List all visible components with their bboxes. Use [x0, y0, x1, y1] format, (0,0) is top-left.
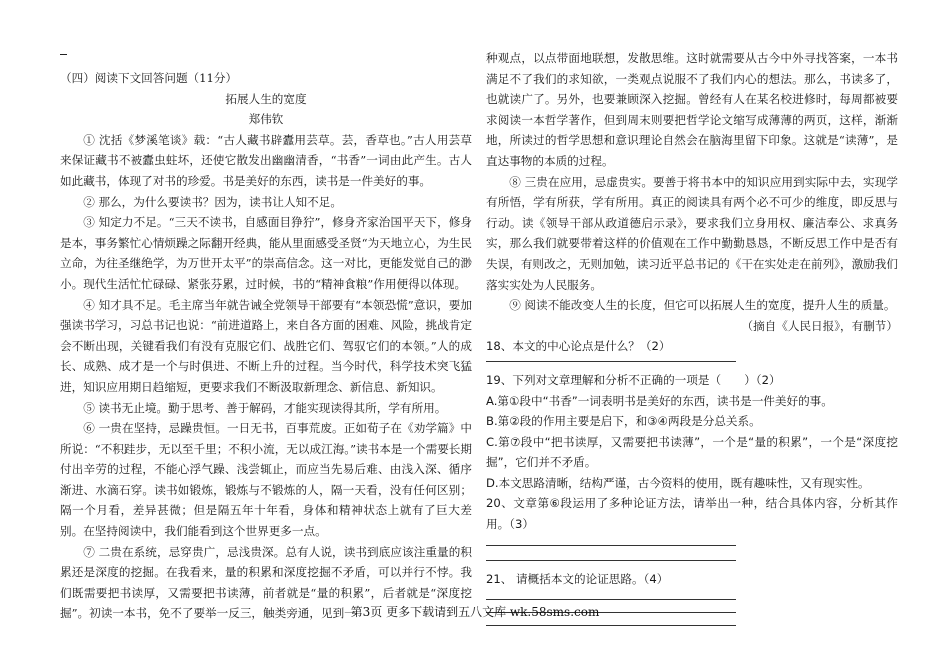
right-column — [486, 48, 898, 634]
paragraph-8: ⑧ 三贵在应用，忌虚贵实。要善于将书本中的知识应用到实际中去，实现学有所悟，学有所获，学有所用。真正的阅读具有两个必不可少的维度，即反思与行动。读《领导干部从政道德启示录》，要求我们立身用权、廉洁奉公、求真务实，那么我们就要带着这样的价值观在工作中勤勤恳恳，不断反思工作中是否有失误，有则改之，无则加勉，读习近平总书记的《干在实处走在前列》，激励我们落实实处为人民服务。 — [486, 174, 898, 292]
article-author: 郑伟钦 — [248, 112, 284, 127]
article-source: （摘自《人民日报》，有删节） — [741, 318, 898, 333]
question-19-option-d: D.本文思路清晰，结构严谨，古今资料的使用，既有趣味性，又有现实性。 — [486, 475, 870, 490]
answer-line-21a[interactable] — [486, 599, 736, 600]
paragraph-7-start: ⑦ 二贵在系统，忌穿贵广，忌浅贵深。总有人说，读书到底应该注重量的积累还是深度的挖掘。在我看来，量的积累和深度挖掘不矛盾，可以并行不悖。我们既需要把书读厚，又需要把书读薄，前者就是“量的积累”，后者就是“深度挖掘”。初读一本书，免不了要举一反三，触类旁通，见到一 — [60, 544, 472, 621]
section-heading: （四）阅读下文回答问题（11分） — [60, 71, 238, 85]
answer-line-21c[interactable] — [486, 625, 736, 626]
page-footer: 第3页 更多下载请到五八文库 wk.58sms.com — [350, 605, 600, 619]
article-title: 拓展人生的宽度 — [225, 91, 307, 106]
paragraph-7-continued: 种观点，以点带面地联想，发散思维。这时就需要从古今中外寻找答案，一本书满足不了我们的求知欲，一类观点说服不了我们内心的想法。那么，书读多了，也就读广了。另外，也要兼顾深入挖掘。曾经有人在某名校进修时，每周都被要求阅读一本哲学著作，但到周末则要把哲学论文缩写成薄薄的两页，这样，渐渐地，所读过的哲学思想和意识理论自然会在脑海里留下印象。这就是“读薄”，是直达事物的本质的过程。 — [486, 51, 898, 168]
paragraph-9: ⑨ 阅读不能改变人生的长度，但它可以拓展人生的宽度，提升人生的质量。 — [509, 298, 896, 313]
question-18: 18、本文的中心论点是什么？（2） — [486, 339, 671, 354]
paragraph-1: ① 沈括《梦溪笔谈》载：“古人藏书辟蠹用芸草。芸，香草也。”古人用芸草来保证藏书不被蠹虫蛀坏，还使它散发出幽幽清香，“书香”一词由此产生。古人如此藏书，体现了对书的珍爱。书是美好的东西，读书是一件美好的事。 — [60, 132, 472, 188]
question-19-option-c: C.第⑦段中“把书读厚，又需要把书读薄”，一个是“量的积累”，一个是“深度挖掘”，它们并不矛盾。 — [486, 434, 898, 470]
answer-line-20a[interactable] — [486, 545, 736, 546]
paragraph-4: ④ 知才具不足。毛主席当年就告诫全党领导干部要有“本领恐慌”意识，要加强读书学习，习总书记也说：“前进道路上，来自各方面的困难、风险，挑战肯定会不断出现，关键看我们有没有克服它们、战胜它们、驾驭它们的本领。”人的成长、成熟、成才是一个与时俱进、不断上升的过程。当今时代，科学技术突飞猛进，知识应用期日趋缩短，更要求我们不断汲取新理念、新信息、新知识。 — [60, 297, 472, 394]
question-19-option-a: A.第①段中“书香”一词表明书是美好的东西，读书是一件美好的事。 — [486, 393, 833, 408]
answer-line-18[interactable] — [486, 361, 736, 362]
paragraph-2: ② 那么，为什么要读书？因为，读书让人知不足。 — [83, 194, 342, 209]
paragraph-6: ⑥ 一贵在坚持，忌躁贵恒。一日无书，百事荒废。正如荀子在《劝学篇》中所说：“不积跬步，无以至千里；不积小流，无以成江海。”读书本是一个需要长期付出辛劳的过程，不能心浮气躁、浅尝辄止，而应当先易后难、由浅入深、循序渐进、水滴石穿。读书如锻炼，锻炼与不锻炼的人，隔一天看，没有任何区别；隔一个月看，差异甚微；但是隔五年十年看，身体和精神状态上就有了巨大差别。在坚持阅读中，我们能看到这个世界更多一点。 — [60, 421, 472, 539]
questions-block — [486, 336, 898, 626]
question-19: 19、下列对文章理解和分析不正确的一项是（ ）（2） — [486, 372, 781, 387]
left-column — [60, 68, 472, 624]
answer-line-20b[interactable] — [486, 560, 736, 561]
paragraph-5: ⑤ 读书无止境。勤于思考、善于解码，才能实现读得其所，学有所用。 — [83, 400, 447, 415]
paragraph-3: ③ 知定力不足。“三天不读书，自感面目狰狞”，修身齐家治国平天下，修身是本，事务繁忙心情烦躁之际翻开经典，能从里面感受圣贤“为天地立心，为生民立命，为往圣继绝学，为万世开太平”的崇高信念。这一对比，更能发觉自己的渺小。现代生活忙忙碌碌、紧张芬累，过时候，书的“精神食粮”作用便得以体现。 — [60, 215, 472, 291]
question-21: 21、 请概括本文的论证思路。（4） — [486, 571, 669, 586]
header-dash — [60, 54, 67, 55]
question-19-option-b: B.第②段的作用主要是启下，和③④两段是分总关系。 — [486, 414, 761, 429]
question-20: 20、文章第⑥段运用了多种论证方法，请举出一种，结合具体内容，分析其作用。（3） — [486, 496, 898, 532]
